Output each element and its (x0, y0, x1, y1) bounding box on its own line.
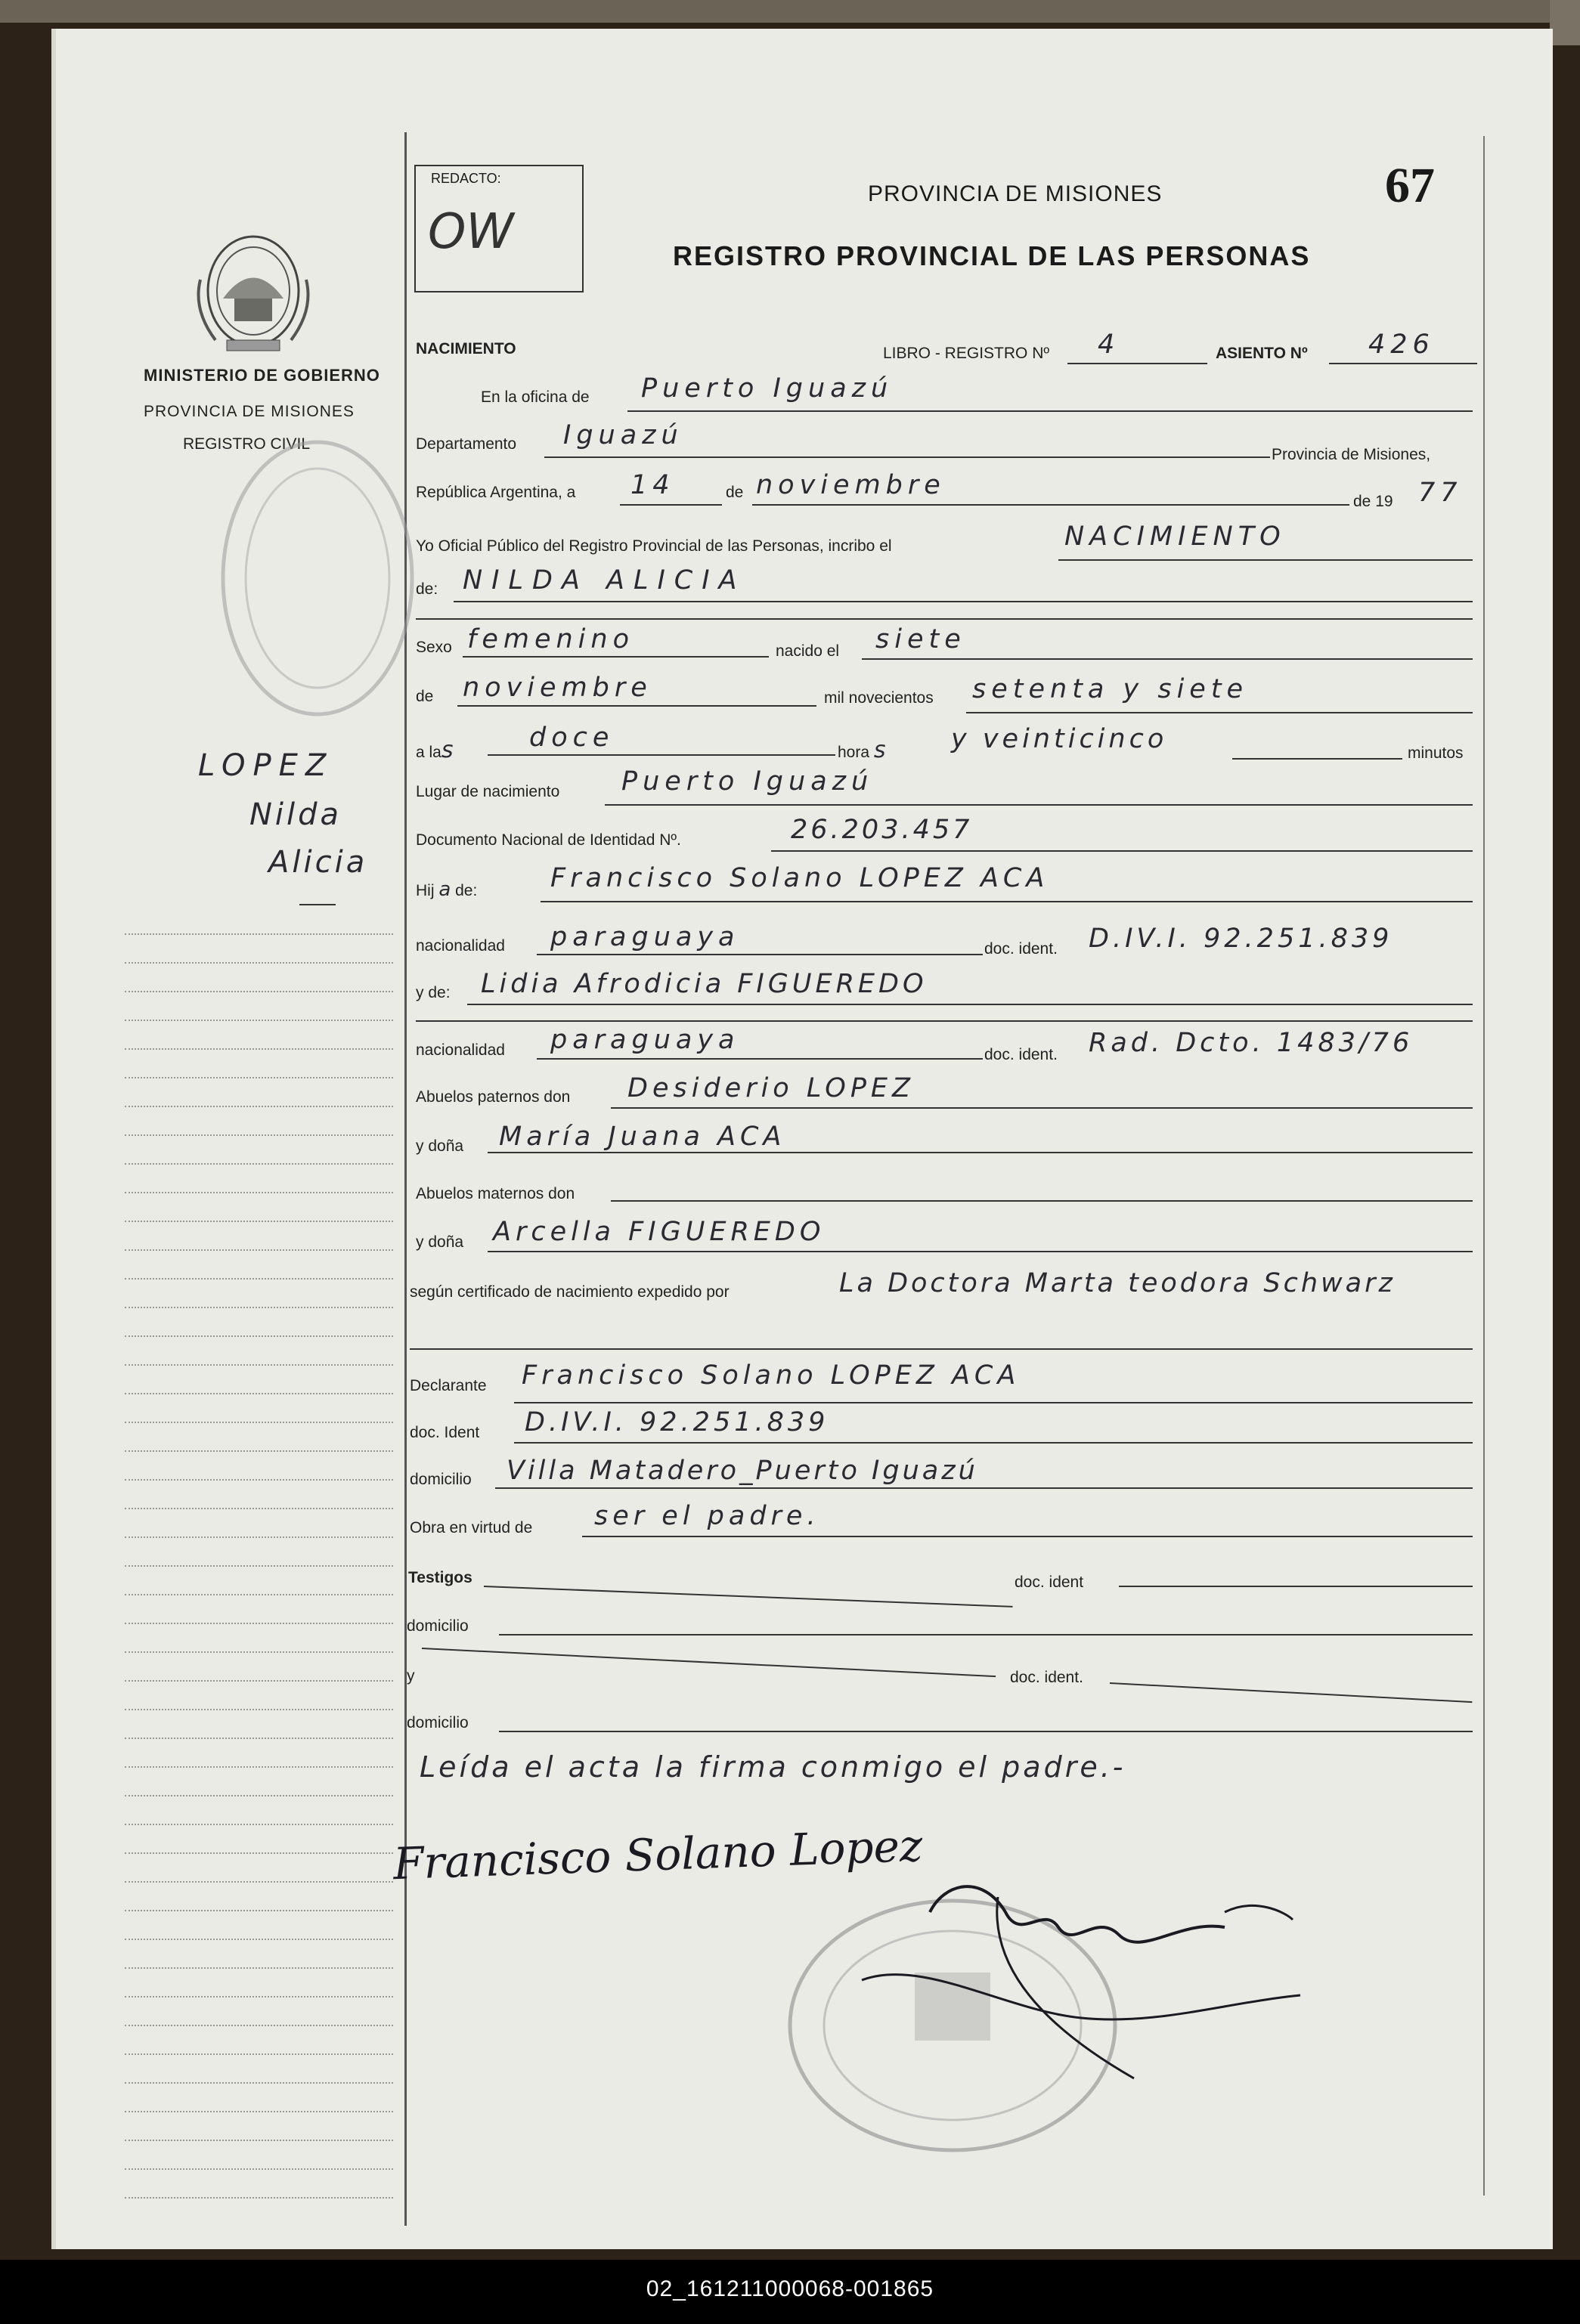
margin-name-underline (299, 904, 336, 905)
abmat-rule (611, 1200, 1473, 1202)
margin-dotted-line (125, 1048, 393, 1050)
margin-dotted-line (125, 1364, 393, 1366)
alas-label (416, 737, 454, 763)
domicilio2-rule (499, 1634, 1473, 1635)
margin-dotted-line (125, 1594, 393, 1595)
margin-dotted-line (125, 1077, 393, 1078)
domicilio3-label: domicilio (407, 1714, 469, 1731)
margin-dotted-line (125, 1163, 393, 1165)
margin-dotted-line (125, 1910, 393, 1911)
margin-dotted-line (125, 1824, 393, 1825)
madre-value: Lidia Afrodicia FIGUEREDO (481, 969, 928, 999)
horas-label (838, 737, 886, 763)
nombre-rule-2 (416, 618, 1473, 620)
book-binding (0, 0, 1580, 23)
margin-dotted-line (125, 1450, 393, 1452)
abpat-value: Desiderio LOPEZ (627, 1073, 915, 1103)
margin-dotted-line (125, 2197, 393, 2199)
docident3-label: doc. Ident (410, 1424, 480, 1441)
margin-dotted-line (125, 1709, 393, 1710)
dni-rule (771, 850, 1473, 852)
hora-value: doce (529, 723, 615, 753)
margin-dotted-line (125, 1939, 393, 1940)
departamento-value: Iguazú (563, 420, 683, 450)
margin-dotted-line (125, 1278, 393, 1280)
province-title: PROVINCIA DE MISIONES (868, 181, 1163, 206)
ydona2-value: Arcella FIGUEREDO (493, 1217, 826, 1247)
margin-dotted-line (125, 1766, 393, 1768)
margin-name-1: Nilda (249, 797, 342, 832)
oficina-value: Puerto Iguazú (641, 373, 894, 404)
de2-label: de (416, 688, 434, 705)
dni-value: 26.203.457 (791, 815, 973, 845)
margin-dotted-line (125, 1221, 393, 1222)
libro-label: LIBRO - REGISTRO Nº (883, 345, 1050, 362)
ydona2-rule (488, 1251, 1473, 1252)
departamento-rule (544, 456, 1270, 458)
lugar-rule (605, 804, 1473, 806)
margin-dotted-line (125, 1508, 393, 1509)
libro-rule (1067, 363, 1207, 364)
margin-dotted-line (125, 1479, 393, 1481)
sexo-rule (463, 656, 769, 658)
margin-dotted-line (125, 1680, 393, 1682)
margin-dotted-line (125, 1565, 393, 1567)
redacto-initials: OW (428, 204, 514, 260)
nacimiento-label: NACIMIENTO (416, 340, 516, 357)
republica-label: República Argentina, a (416, 484, 576, 501)
domicilio3-rule (499, 1731, 1473, 1732)
declarante-rule (514, 1402, 1473, 1403)
mes2-rule (457, 705, 816, 707)
mil-label: mil novecientos (824, 689, 934, 707)
docident5-label: doc. ident. (1010, 1669, 1083, 1686)
oficial-rule (1058, 559, 1473, 561)
padre-rule (541, 901, 1473, 902)
docident2-label: doc. ident. (984, 1046, 1058, 1063)
hijo-text-c: de: (455, 882, 478, 899)
domicilio-value: Villa Matadero_Puerto Iguazú (507, 1456, 978, 1486)
asiento-label: ASIENTO Nº (1216, 345, 1308, 362)
nac1-rule (537, 954, 983, 955)
nombre-value: NILDA ALICIA (463, 565, 746, 596)
docident4-label: doc. ident (1015, 1574, 1084, 1591)
margin-dotted-line (125, 1020, 393, 1021)
margin-dotted-line (125, 1536, 393, 1538)
dni-label: Documento Nacional de Identidad Nº. (416, 831, 681, 849)
margin-dotted-line (125, 1651, 393, 1653)
docident3-rule (514, 1442, 1473, 1444)
docident3-value: D.IV.I. 92.251.839 (525, 1407, 829, 1437)
declarant-signature: Francisco Solano Lopez (392, 1819, 924, 1890)
nac2-value: paraguaya (550, 1025, 740, 1055)
nacido-value: siete (875, 624, 966, 654)
anio-value: 77 (1418, 478, 1463, 508)
folio-number: 67 (1385, 158, 1435, 213)
margin-dotted-line (125, 2025, 393, 2026)
minutos-label: minutos (1408, 744, 1464, 762)
ministry-title: MINISTERIO DE GOBIERNO (144, 366, 380, 385)
horas-suffix: s (873, 737, 886, 763)
nac2-rule (537, 1058, 983, 1060)
margin-dotted-line (125, 1881, 393, 1883)
lugar-value: Puerto Iguazú (621, 766, 874, 797)
padre-value: Francisco Solano LOPEZ ACA (550, 863, 1049, 893)
ydona2-label: y doña (416, 1233, 464, 1251)
margin-dotted-line (125, 933, 393, 935)
provincial-crest-icon (193, 227, 314, 359)
margin-dotted-line (125, 1852, 393, 1854)
redacto-box (414, 165, 584, 292)
registry-title: REGISTRO PROVINCIAL DE LAS PERSONAS (673, 240, 1311, 271)
hijo-suffix: a (438, 878, 451, 901)
sexo-value: femenino (467, 624, 634, 654)
abpat-label: Abuelos paternos don (416, 1088, 571, 1106)
docident4-rule (1119, 1586, 1473, 1587)
domicilio2-label: domicilio (407, 1617, 469, 1635)
obra-label: Obra en virtud de (410, 1519, 533, 1536)
de-nombre-label: de: (416, 580, 438, 598)
margin-dotted-line (125, 1795, 393, 1796)
officer-signature (832, 1867, 1406, 2116)
domicilio-rule (495, 1487, 1473, 1489)
madre-rule (467, 1004, 1473, 1005)
docident2-value: Rad. Dcto. 1483/76 (1089, 1028, 1414, 1058)
obra-rule (582, 1536, 1473, 1537)
mes-value: noviembre (756, 470, 946, 500)
domicilio-label: domicilio (410, 1471, 472, 1488)
mes2-value: noviembre (463, 673, 652, 703)
lugar-label: Lugar de nacimiento (416, 783, 560, 800)
margin-dotted-line (125, 1106, 393, 1107)
margin-dotted-line (125, 2111, 393, 2112)
mil-rule (966, 712, 1473, 713)
ydona1-rule (488, 1152, 1473, 1153)
image-id-caption: 02_161211000068-001865 (646, 2276, 934, 2301)
min-rule (1232, 758, 1402, 760)
mes-rule (752, 504, 1349, 506)
margin-dotted-line (125, 2140, 393, 2141)
margin-dotted-line (125, 1738, 393, 1739)
oficial-value: NACIMIENTO (1064, 521, 1286, 552)
nac1-label: nacionalidad (416, 937, 505, 955)
registry-stamp-left (204, 427, 423, 744)
margin-surname: LOPEZ (198, 748, 334, 783)
margin-dotted-line (125, 1307, 393, 1308)
margin-dotted-line (125, 1393, 393, 1394)
alas-text: a la (416, 744, 441, 761)
testigos-label: Testigos (408, 1569, 472, 1586)
obra-value: ser el padre. (594, 1501, 820, 1531)
nac1-value: paraguaya (550, 922, 740, 952)
book-binding-edge (1550, 0, 1580, 45)
redacto-label: REDACTO: (431, 171, 501, 186)
declarante-value: Francisco Solano LOPEZ ACA (522, 1360, 1021, 1391)
de19-label: de 19 (1353, 493, 1393, 510)
margin-name-2: Alicia (268, 845, 368, 880)
asiento-rule (1329, 363, 1477, 364)
ministry-registry: REGISTRO CIVIL (183, 435, 311, 453)
departamento-label: Departamento (416, 435, 517, 453)
nacido-rule (862, 658, 1473, 660)
provincia-label: Provincia de Misiones, (1272, 446, 1431, 463)
margin-dotted-line (125, 1134, 393, 1136)
right-border-rule (1483, 136, 1485, 2196)
segun-value: La Doctora Marta teodora Schwarz (839, 1268, 1396, 1298)
alas-suffix: s (441, 737, 454, 763)
dia-value: 14 (630, 470, 675, 500)
margin-dotted-line (125, 2082, 393, 2084)
margin-dotted-line (125, 962, 393, 964)
segun-rule (410, 1348, 1473, 1350)
madre-rule-2 (416, 1020, 1473, 1022)
de-label: de (726, 484, 744, 501)
ydona1-label: y doña (416, 1137, 464, 1155)
closing-text: Leída el acta la firma conmigo el padre.- (420, 1750, 1126, 1784)
margin-dotted-line (125, 1623, 393, 1624)
abmat-label: Abuelos maternos don (416, 1185, 575, 1202)
mil-value: setenta y siete (972, 674, 1249, 704)
margin-dotted-line (125, 1192, 393, 1193)
margin-dotted-line (125, 1335, 393, 1337)
nac2-label: nacionalidad (416, 1041, 505, 1059)
margin-dotted-line (125, 1967, 393, 1969)
abpat-rule (611, 1107, 1473, 1109)
hora-rule (488, 754, 835, 756)
y-label: y (407, 1667, 415, 1685)
nombre-rule (454, 601, 1473, 602)
libro-value: 4 (1098, 330, 1120, 360)
yde-label: y de: (416, 984, 451, 1001)
oficial-label: Yo Oficial Público del Registro Provincial de las Personas, incribo el (416, 537, 892, 555)
margin-dotted-line (125, 991, 393, 992)
margin-dotted-line (125, 1422, 393, 1423)
margin-dotted-line (125, 2168, 393, 2170)
asiento-value: 426 (1368, 330, 1435, 360)
hijo-label (416, 878, 477, 901)
oficina-label: En la oficina de (481, 388, 590, 406)
ydona1-value: María Juana ACA (499, 1122, 786, 1152)
margin-dotted-line (125, 1996, 393, 1998)
nacido-label: nacido el (776, 642, 840, 660)
min-value: y veinticinco (951, 724, 1168, 754)
docident1-value: D.IV.I. 92.251.839 (1089, 924, 1393, 954)
declarante-label: Declarante (410, 1377, 487, 1394)
horas-text: hora (838, 744, 870, 761)
docident1-label: doc. ident. (984, 940, 1058, 958)
margin-dotted-line (125, 1249, 393, 1251)
segun-label: según certificado de nacimiento expedido por (410, 1283, 730, 1301)
margin-dotted-line (125, 2053, 393, 2055)
oficina-rule (627, 410, 1473, 412)
hijo-text-a: Hij (416, 882, 435, 899)
ministry-province: PROVINCIA DE MISIONES (144, 403, 355, 420)
dia-rule (620, 504, 722, 506)
sexo-label: Sexo (416, 639, 452, 656)
